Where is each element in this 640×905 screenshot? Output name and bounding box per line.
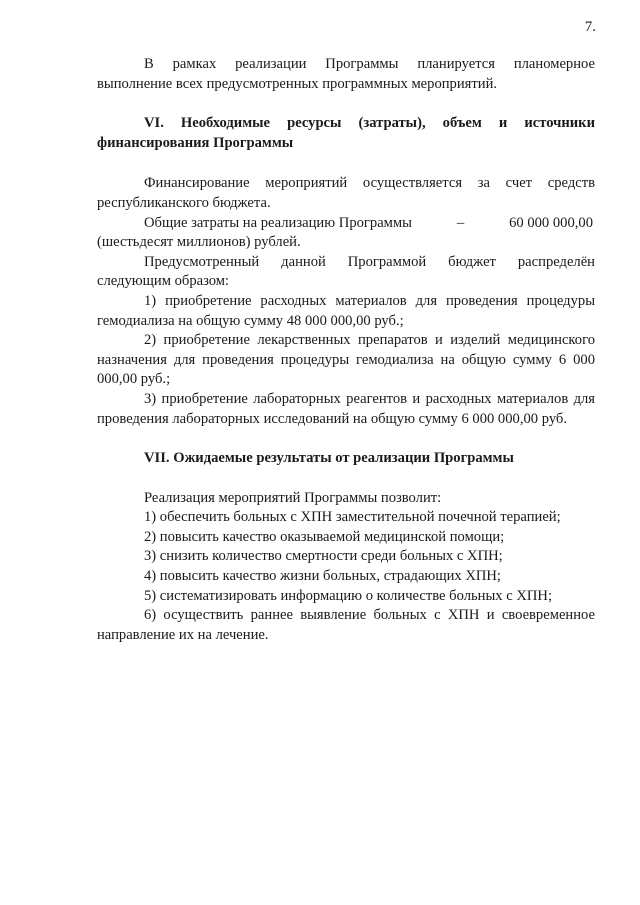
document-body (97, 55, 595, 645)
total-cost-dash: – (456, 214, 465, 231)
total-cost-amount: 60 000 000,00 (509, 214, 593, 231)
budget-item: 1) приобретение расходных материалов для проведения процедуры гемодиализа на общую сумму 48 000 000,00 руб.; (97, 292, 595, 329)
result-item: 6) осуществить раннее выявление больных с ХПН и своевременное направление их на лечение. (97, 607, 595, 643)
budget-distribution-paragraph: Предусмотренный данной Программой бюджет распределён следующим образом: (97, 253, 595, 290)
section-6-heading: VI. Необходимые ресурсы (затраты), объем и источники финансирования Программы (97, 115, 595, 151)
result-item: 5) систематизировать информацию о количестве больных с ХПН; (144, 587, 553, 604)
budget-item: 2) приобретение лекарственных препаратов и изделий медицинского назначения для проведения процедуры гемодиализа на общую сумму 6 000 000,00 руб.; (97, 332, 595, 388)
total-cost-line (97, 214, 595, 234)
results-lead: Реализация мероприятий Программы позволит: (144, 489, 442, 506)
result-item: 1) обеспечить больных с ХПН заместительной почечной терапией; (144, 509, 561, 526)
total-cost-label: Общие затраты на реализацию Программы (144, 214, 412, 231)
result-item: 2) повысить качество оказываемой медицинской помощи; (144, 528, 505, 545)
result-item: 3) снизить количество смертности среди больных с ХПН; (144, 548, 503, 565)
page-number: 7. (584, 19, 596, 35)
financing-source-paragraph: Финансирование мероприятий осуществляется за счет средств республиканского бюджета. (97, 175, 595, 211)
intro-paragraph: В рамках реализации Программы планируется планомерное выполнение всех предусмотренных программных мероприятий. (97, 56, 595, 92)
total-cost-words: (шестьдесят миллионов) рублей. (97, 234, 301, 251)
section-7-heading: VII. Ожидаемые результаты от реализации Программы (144, 450, 514, 467)
result-item: 4) повысить качество жизни больных, страдающих ХПН; (144, 568, 501, 585)
budget-item: 3) приобретение лабораторных реагентов и расходных материалов для проведения лабораторных исследований на общую сумму 6 000 000,00 руб. (97, 390, 595, 427)
